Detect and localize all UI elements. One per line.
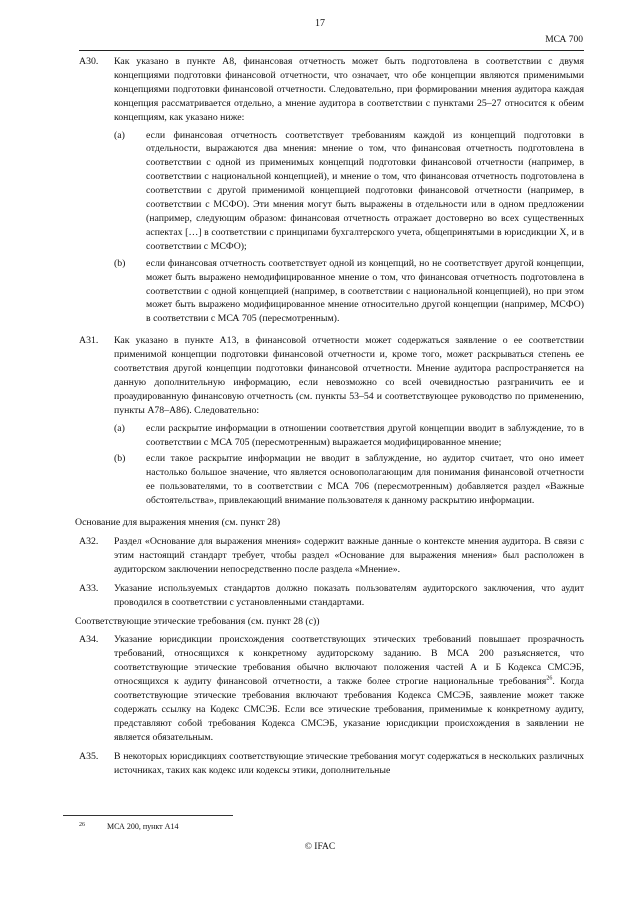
paragraph-a30 — [79, 55, 584, 329]
paragraph-a32 — [79, 535, 584, 577]
sub-item-text: если такое раскрытие информации не вводит в заблуждение, но аудитор считает, что оно имеет настолько большое значение, что является основополагающим для понимания финансовой отчетности ее пользователями, то в соответствии с МСА 706 (пересмотренным) добавляется раздел «Важные обстоятельства», привлекающий внимание пользователя к данному раскрытию информации. — [146, 453, 584, 507]
sub-item-b — [114, 257, 584, 327]
sub-item-text: если финансовая отчетность соответствует требованиям каждой из концепций подготовки в отдельности, выражаются два мнения: мнение о том, что финансовая отчетность подготовлена в соответствии с одной из применимых концепций подготовки финансовой отчетности (например, в соответствии с национальной концепцией), и мнение о том, что финансовая отчетность подготовлена в соответствии с другой применимой концепцией подготовки финансовой отчетности (например, в соответствии с МСФО). Эти мнения могут быть выражены в отдельности или в одном предложении (например, следующим образом: финансовая отчетность отражает достоверно во всех существенных аспектах […] в соответствии с принципами бухгалтерского учета, общепринятыми в юрисдикции X, и в соответствии с МСФО); — [146, 129, 584, 252]
paragraph-number: A35. — [79, 750, 99, 762]
paragraph-a35 — [79, 750, 584, 778]
paragraph-number: A31. — [79, 335, 99, 347]
section-heading-ethical-requirements: Соответствующие этические требования (см. пункт 28 (c)) — [75, 615, 320, 627]
sub-item-text: если раскрытие информации в отношении соответствия другой концепции вводит в заблуждение, то в соответствии с МСА 705 (пересмотренным) выражается модифицированное мнение; — [146, 422, 584, 448]
page-body — [75, 55, 584, 783]
sub-item-label: (a) — [114, 422, 125, 434]
paragraph-a34 — [79, 633, 584, 744]
header-divider — [79, 50, 584, 51]
footnote-divider — [63, 815, 233, 816]
sub-item-a — [114, 422, 584, 450]
paragraph-number: A32. — [79, 536, 99, 547]
section-heading-basis-for-opinion: Основание для выражения мнения (см. пункт 28) — [75, 517, 281, 529]
paragraph-text: Раздел «Основание для выражения мнения» содержит важные данные о контексте мнения аудитора. В связи с этим настоящий стандарт требует, чтобы раздел «Основание для выражения мнения» был расположен в аудиторском заключении непосредственно после раздела «Мнение». — [114, 536, 584, 575]
paragraph-text: Как указано в пункте A8, финансовая отчетность может быть подготовлена в соответствии с двумя концепциями подготовки финансовой отчетности, что означает, что обе концепции являются применимыми концепциями подготовки финансовой отчетности. Следовательно, при формировании мнения аудитора каждая концепция рассматривается отдельно, а мнение аудитора в соответствии с пунктами 25–27 относится к обеим концепциям, как указано ниже: — [114, 56, 584, 123]
page-number: 17 — [315, 18, 325, 29]
paragraph-number: A33. — [79, 582, 99, 594]
footnote-reference[interactable]: 26 — [546, 675, 553, 682]
footnote-text: МСА 200, пункт A14 — [107, 822, 179, 831]
sub-item-text: если финансовая отчетность соответствует одной из концепций, но не соответствует другой концепции, может быть выражено немодифицированное мнение о том, что финансовая отчетность подготовлена в соответствии с одной концепцией (например, в соответствии с национальной концепцией), но при этом может быть выражено модифицированное мнение относительно другой концепции (например, МСФО) в соответствии с МСА 705 (пересмотренным). — [146, 257, 584, 325]
paragraph-text: Указание используемых стандартов должно показать пользователям аудиторского заключения, что аудит проводился в соответствии с установленными стандартами. — [114, 582, 584, 608]
sub-item-a — [114, 129, 584, 254]
paragraph-text: Как указано в пункте A13, в финансовой отчетности может содержаться заявление о ее соответствии применимой концепции подготовки финансовой отчетности и, кроме того, может раскрываться степень ее соответствия другой концепции подготовки финансовой отчетности. Мнение аудитора распространяется на данную дополнительную информацию, если невозможно со всей очевидностью разграничить ее и проаудированную финансовую отчетность (см. пункты 53–54 и соответствующее руководство по применению, пункты A78–A86). Следовательно: — [114, 335, 584, 416]
paragraph-text — [114, 633, 584, 744]
footnote-mark: 26 — [79, 822, 85, 828]
paragraph-text-part: Указание юрисдикции происхождения соответствующих этических требований повышает прозрачность требований, относящихся к конкретному аудиторскому заданию. В МСА 200 разъясняется, что соответствующие этические требования обычно включают положения частей А и Б Кодекса СМСЭБ, относящихся к аудиту финансовой отчетности, а также более строгие национальные требования — [114, 634, 584, 688]
footnote — [79, 822, 178, 831]
copyright: © IFAC — [304, 842, 336, 852]
paragraph-a33 — [79, 582, 584, 610]
paragraph-text-part: . Когда соответствующие этические требования включают требования Кодекса СМСЭБ, заявление может также содержать ссылку на Кодекс СМСЭБ. Если все этические требования, применимые к конкретному аудиту, представляют собой требования Кодекса СМСЭБ, указание юрисдикции происхождения в заявлении не является обязательным. — [114, 676, 584, 743]
paragraph-number: A34. — [79, 634, 99, 646]
sub-item-label: (b) — [114, 453, 126, 465]
standard-code: МСА 700 — [545, 35, 583, 45]
sub-item-label: (a) — [114, 129, 125, 141]
sub-item-label: (b) — [114, 257, 126, 269]
paragraph-a31 — [79, 334, 584, 511]
paragraph-text: В некоторых юрисдикциях соответствующие этические требования могут содержаться в нескольких различных источниках, таких как кодекс или кодексы этики, дополнительные — [114, 750, 584, 776]
sub-item-b — [114, 452, 584, 508]
paragraph-number: A30. — [79, 56, 99, 67]
